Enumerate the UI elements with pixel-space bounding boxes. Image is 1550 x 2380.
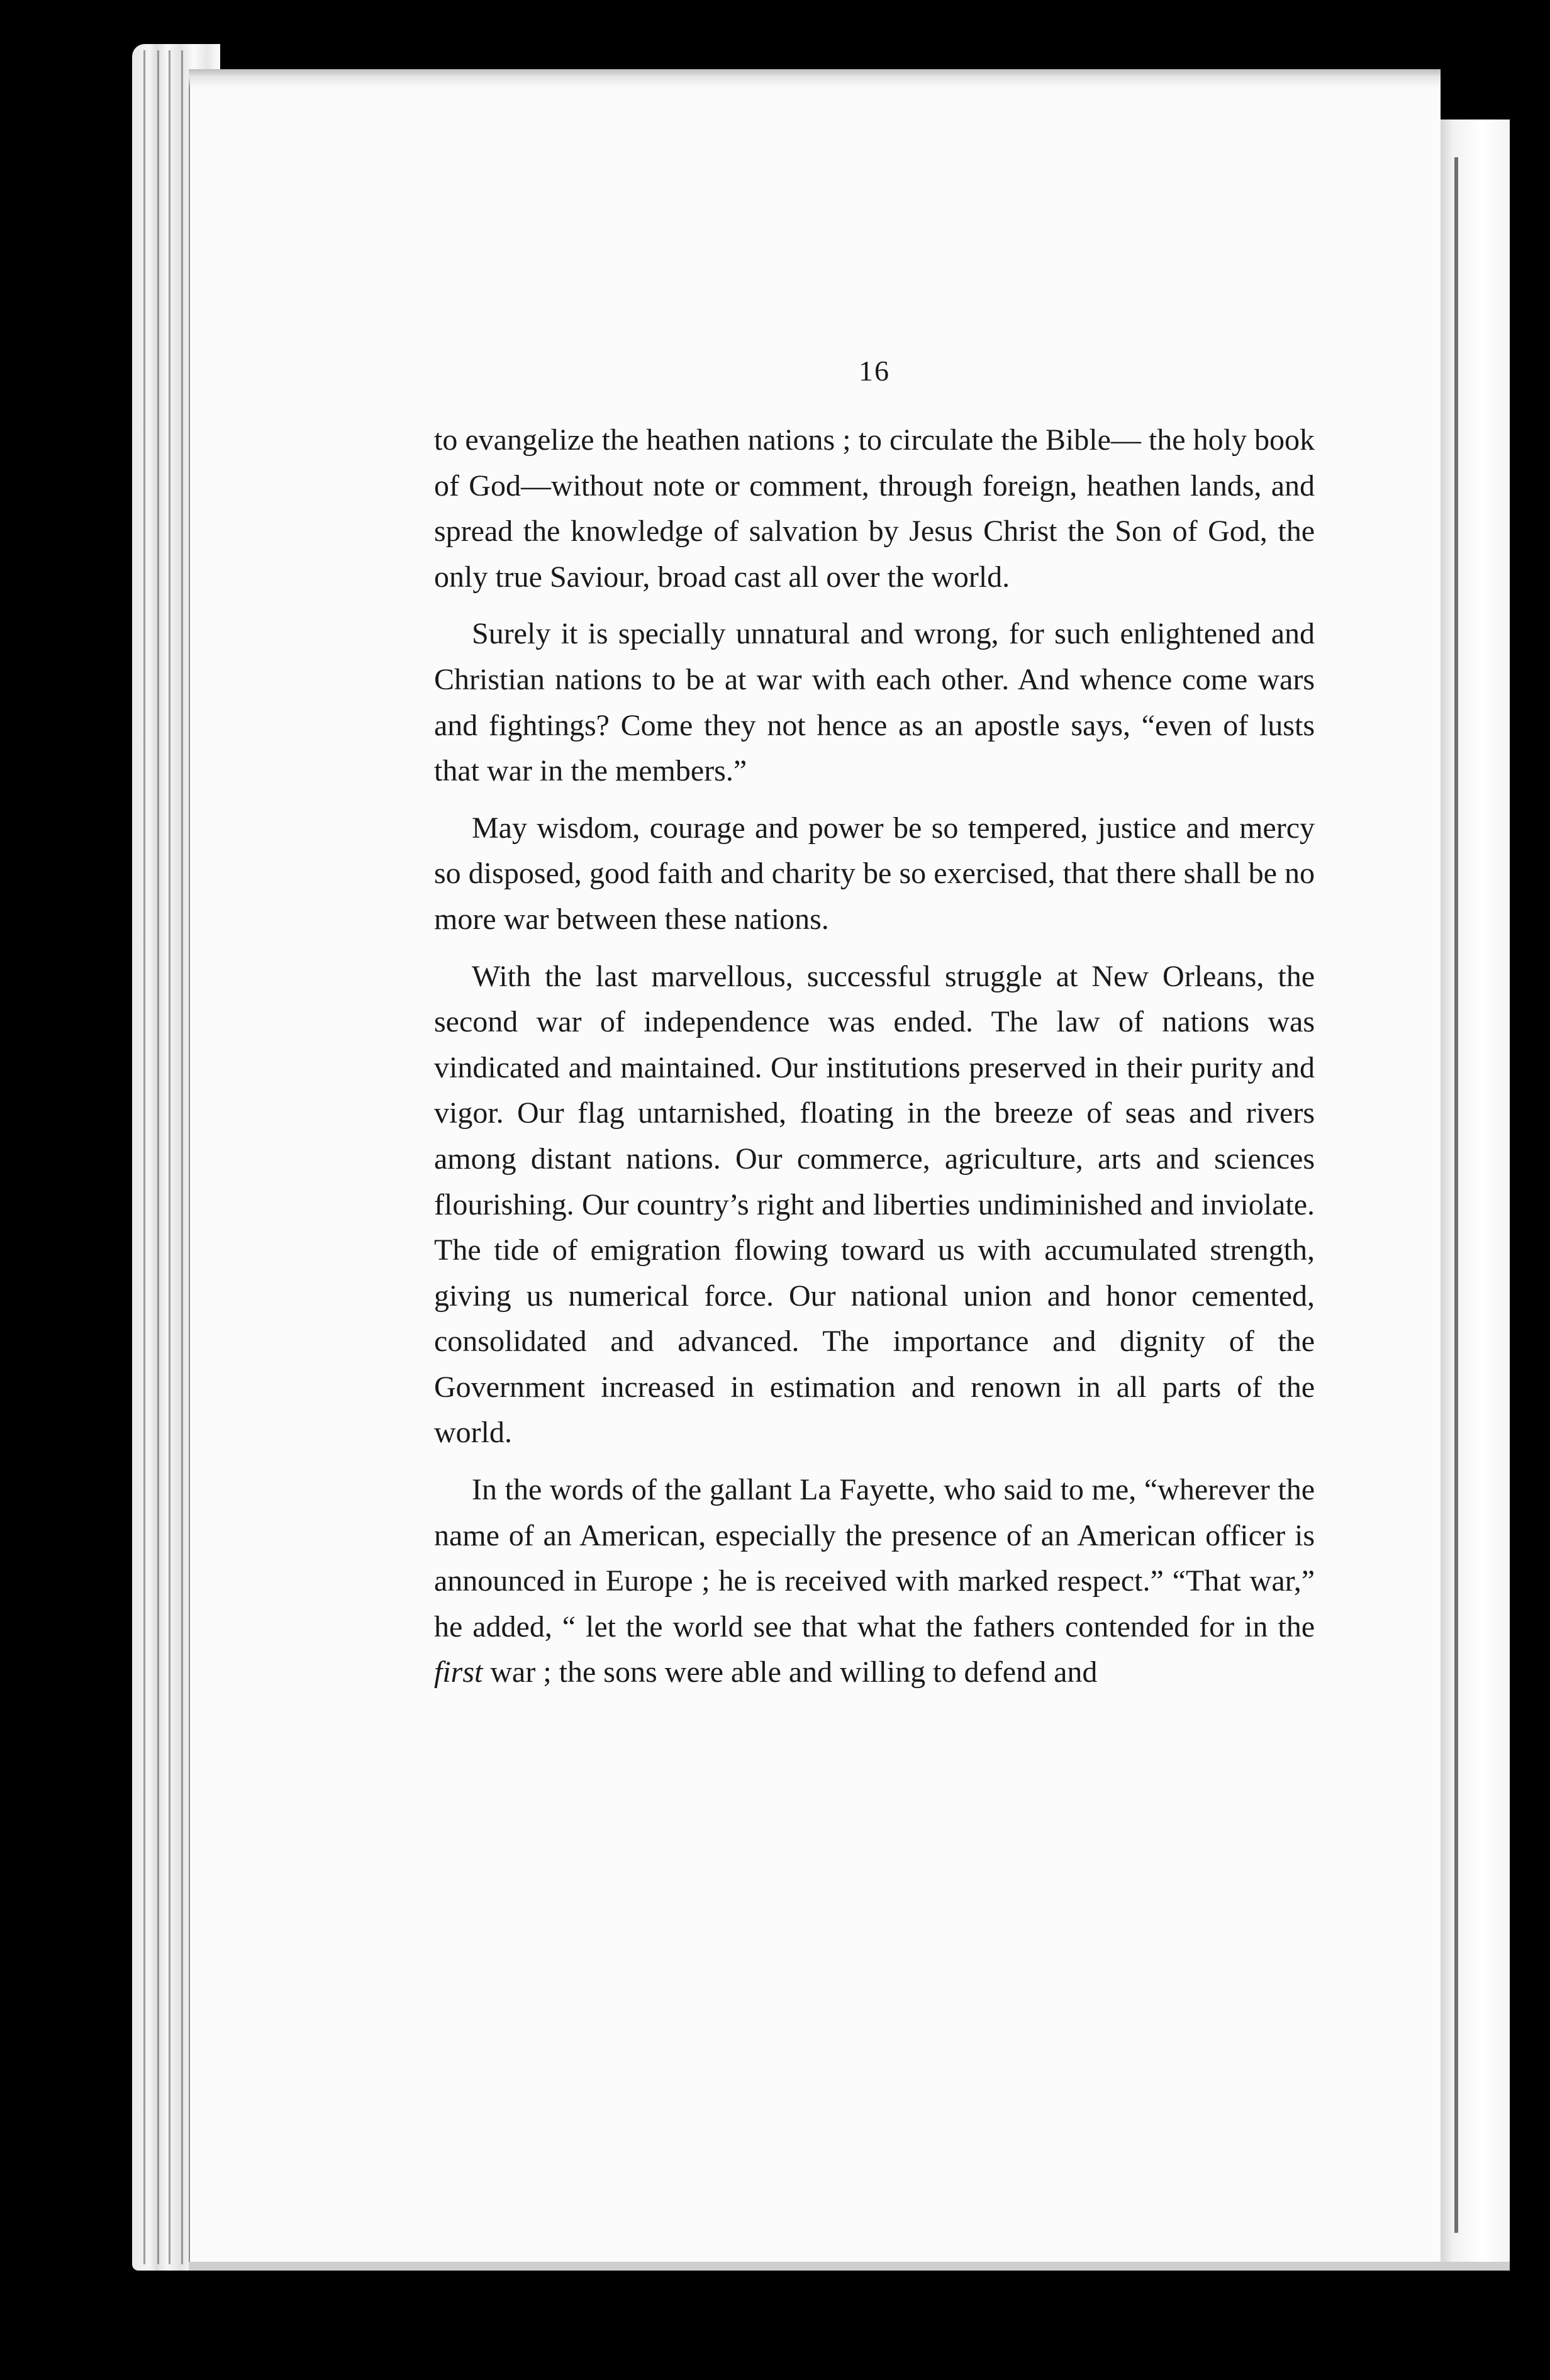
next-page-edge-line (1454, 157, 1458, 2233)
page-edge-line (169, 50, 170, 2264)
page-edge-line (181, 50, 183, 2264)
page-edge-line (143, 50, 145, 2264)
page-text (434, 352, 1315, 1707)
italic-word: first (434, 1655, 483, 1689)
paragraph-2: Surely it is specially unnatural and wrong, for such enlightened and Christian nations to be at war with each other. And whence come wars and fightings? Come they not hence as an apostle says, “even of lusts that war in the members.” (434, 617, 1315, 788)
paragraph-1: to evangelize the heathen nations ; to circulate the Bible— the holy book of God—without note or comment, through foreign, heathen lands, and spread the knowledge of salvation by Jesus Christ the Son of God, the only true Saviour, broad cast all over the world. (434, 423, 1315, 594)
page-bottom-edge (189, 2262, 1510, 2271)
paragraph-5-text: In the words of the gallant La Fayette, who said to me, “wherever the name of an American, especially the presence of an American officer is announced in Europe ; he is received with marked respect.” “That war,” he added, “ let the world see that what the fathers contended for in the (434, 1473, 1315, 1643)
page-edge-line (157, 50, 159, 2264)
paragraph-4: With the last marvellous, successful struggle at New Orleans, the second war of independence was ended. The law of nations was vindicated and maintained. Our institutions preserved in their purity and vigor. Our flag untarnished, floating in the breeze of seas and rivers among distant nations. Our commerce, agriculture, arts and sciences flourishing. Our country’s right and liberties undiminished and inviolate. The tide of emigration flowing toward us with accumulated strength, giving us numerical force. Our national union and honor cemented, consolidated and advanced. The importance and dignity of the Government increased in estimation and renown in all parts of the world. (434, 959, 1315, 1450)
paragraph-3: May wisdom, courage and power be so tempered, justice and mercy so disposed, good faith and charity be so exercised, that there shall be no more war between these nations. (434, 811, 1315, 936)
next-page-edge (1441, 120, 1510, 2271)
paragraph-5 (434, 1467, 1315, 1696)
page-top-shadow (189, 69, 1441, 88)
paragraph-5-tail: war ; the sons were able and willing to defend and (482, 1655, 1098, 1689)
page-number: 16 (859, 355, 890, 387)
